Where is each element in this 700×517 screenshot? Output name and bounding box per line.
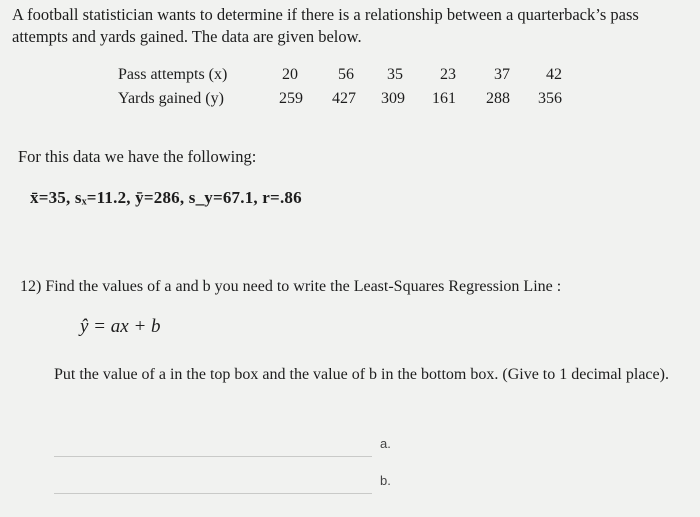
answer-b-input[interactable] (54, 465, 376, 495)
table-cell: 309 (381, 90, 405, 107)
row-label-pass-attempts: Pass attempts (x) (118, 66, 228, 83)
answer-b-label: b. (380, 473, 391, 488)
regression-equation: ŷ = ax + b (80, 316, 161, 337)
following-text: For this data we have the following: (18, 147, 257, 166)
table-cell: 20 (282, 66, 298, 83)
question-text: 12) Find the values of a and b you need to write the Least-Squares Regression Line : (20, 278, 562, 295)
problem-intro: A football statistician wants to determine if there is a relationship between a quarterback’s pass attempts and yards gained. The data are given below. (12, 5, 639, 46)
table-cell: 427 (332, 90, 356, 107)
summary-statistics: x̄=35, sₓ=11.2, ȳ=286, s_y=67.1, r=.86 (30, 188, 302, 207)
table-cell: 161 (432, 90, 456, 107)
table-cell: 56 (338, 66, 354, 83)
instructions-text: Put the value of a in the top box and the value of b in the bottom box. (Give to 1 decimal place). (54, 366, 669, 383)
table-cell: 356 (538, 90, 562, 107)
answer-b-box (54, 465, 372, 494)
answer-a-label: a. (380, 436, 391, 451)
answer-a-input[interactable] (54, 428, 376, 458)
row-label-yards-gained: Yards gained (y) (118, 90, 224, 107)
table-cell: 42 (546, 66, 562, 83)
table-cell: 23 (440, 66, 456, 83)
table-cell: 288 (486, 90, 510, 107)
table-cell: 35 (387, 66, 403, 83)
answer-a-box (54, 428, 372, 457)
table-cell: 259 (279, 90, 303, 107)
table-cell: 37 (494, 66, 510, 83)
